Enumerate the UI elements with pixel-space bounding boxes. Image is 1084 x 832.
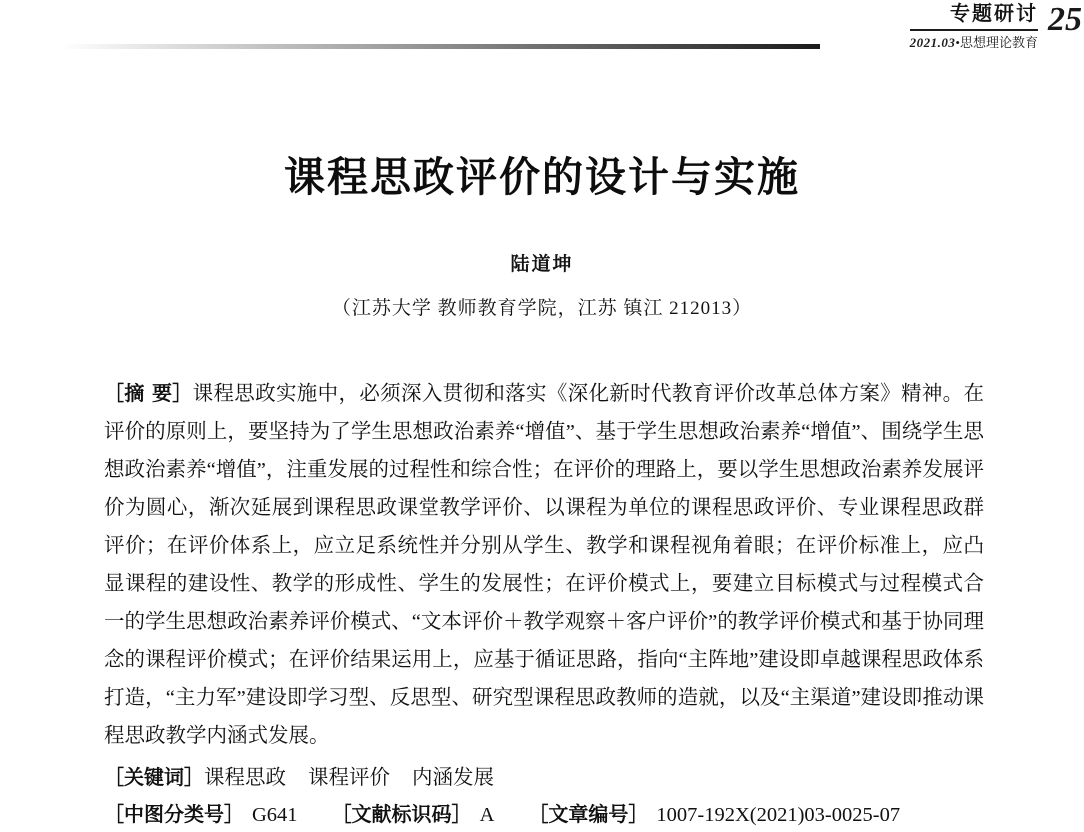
abstract-label: ［摘 要］ bbox=[104, 381, 193, 405]
author-affiliation: （江苏大学 教师教育学院，江苏 镇江 212013） bbox=[331, 298, 753, 319]
abstract-block bbox=[104, 374, 984, 755]
keywords-block bbox=[104, 760, 984, 795]
header-gradient-rule bbox=[60, 44, 820, 49]
section-title: 专题研讨 bbox=[950, 3, 1038, 25]
journal-name: 思想理论教育 bbox=[959, 35, 1038, 50]
abstract-text: 课程思政实施中，必须深入贯彻和落实《深化新时代教育评价改革总体方案》精神。在评价的原则上，要坚持为了学生思想政治素养“增值”、基于学生思想政治素养“增值”、围绕学生思想政治素养“增值”，注重发展的过程性和综合性；在评价的理路上，要以学生思想政治素养发展评价为圆心，渐次延展到课程思政课堂教学评价、以课程为单位的课程思政评价、专业课程思政群评价；在评价体系上，应立足系统性并分别从学生、教学和课程视角着眼；在评价标准上，应凸显课程的建设性、教学的形成性、学生的发展性；在评价模式上，要建立目标模式与过程模式合一的学生思想政治素养评价模式、“文本评价＋教学观察＋客户评价”的教学评价模式和基于协同理念的课程评价模式；在评价结果运用上，应基于循证思路，指向“主阵地”建设即卓越课程思政体系打造，“主力军”建设即学习型、反思型、研究型课程思政教师的造就，以及“主渠道”建设即推动课程思政教学内涵式发展。 bbox=[104, 383, 984, 747]
page-header bbox=[0, 0, 1084, 62]
page-title: 课程思政评价的设计与实施 bbox=[284, 153, 800, 201]
keyword-item: 课程思政 bbox=[204, 767, 286, 789]
document-code-label: ［文献标识码］ bbox=[331, 802, 472, 826]
journal-meta bbox=[910, 29, 1038, 53]
document-code-value: A bbox=[479, 804, 495, 826]
keyword-item: 内涵发展 bbox=[412, 767, 494, 789]
article-number-label: ［文章编号］ bbox=[528, 802, 649, 826]
keyword-item: 课程评价 bbox=[308, 767, 390, 789]
author-name: 陆道坤 bbox=[510, 253, 574, 275]
header-right-block bbox=[814, 0, 1084, 60]
meta-separator: • bbox=[955, 35, 960, 50]
clc-label: ［中图分类号］ bbox=[104, 802, 244, 826]
page-number: 25 bbox=[1048, 1, 1082, 38]
journal-info bbox=[910, 0, 1038, 53]
article-number-value: 1007-192X(2021)03-0025-07 bbox=[656, 804, 901, 826]
issue-date: 2021.03 bbox=[909, 35, 956, 50]
keywords-label: ［关键词］ bbox=[104, 765, 204, 789]
clc-value: G641 bbox=[252, 804, 298, 826]
